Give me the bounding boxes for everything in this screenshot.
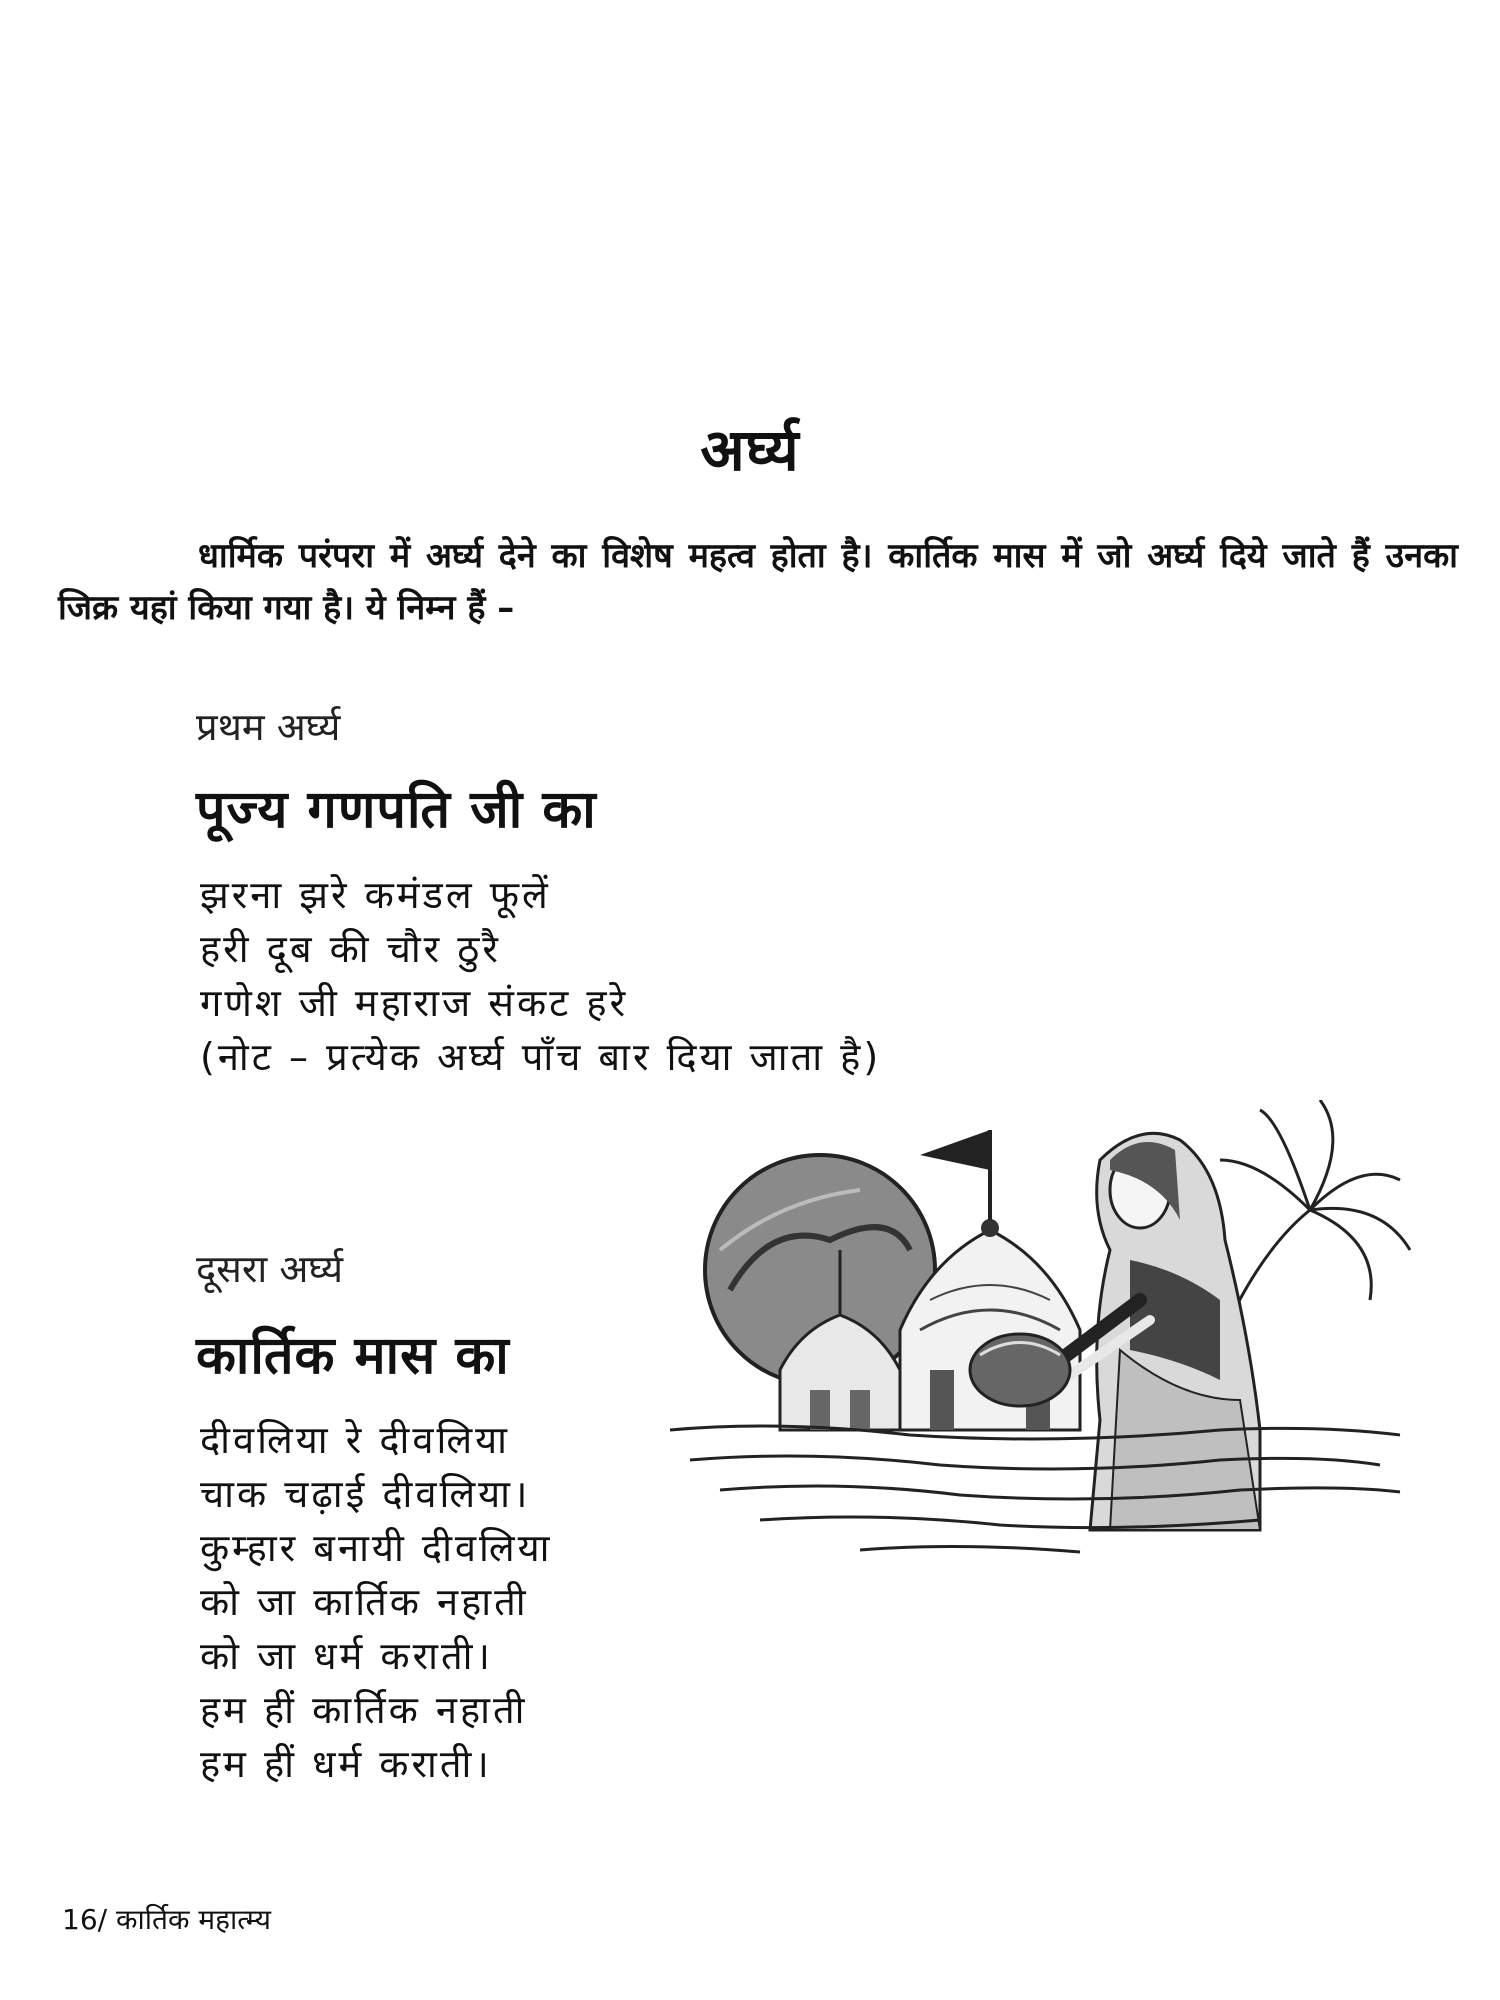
verse-note: (नोट – प्रत्येक अर्घ्य पाँच बार दिया जाता है): [200, 1035, 882, 1079]
page-footer: [62, 1900, 271, 1938]
verse-line: दीवलिया रे दीवलिया: [200, 1418, 510, 1462]
section-2-label: दूसरा अर्घ्य: [196, 1247, 344, 1291]
woman-offering-arghya-illustration: [660, 1100, 1420, 1570]
verse-line: चाक चढ़ाई दीवलिया।: [200, 1472, 531, 1516]
verse-line: को जा धर्म कराती।: [200, 1634, 493, 1678]
section-2-verse: [200, 1413, 553, 1791]
verse-line: हम हीं कार्तिक नहाती: [200, 1688, 528, 1732]
page-number: 16: [62, 1903, 98, 1936]
verse-line: गणेश जी महाराज संकट हरे: [200, 981, 629, 1025]
section-1-verse: [200, 868, 881, 1084]
verse-line: कुम्हार बनायी दीवलिया: [200, 1526, 553, 1570]
section-2-heading: कार्तिक मास का: [196, 1326, 510, 1386]
temple-flag: [920, 1130, 990, 1170]
verse-line: हम हीं धर्म कराती।: [200, 1742, 492, 1786]
verse-line: झरना झरे कमंडल फूलें: [200, 873, 551, 917]
verse-line: को जा कार्तिक नहाती: [200, 1580, 529, 1624]
intro-text: धार्मिक परंपरा में अर्घ्य देने का विशेष महत्व होता है। कार्तिक मास में जो अर्घ्य दिये जाते हैं उनका जिक्र यहां किया गया है। ये निम्न हैं –: [58, 536, 1458, 628]
book-title: कार्तिक महात्म्य: [115, 1903, 271, 1936]
woman-figure: [1060, 1133, 1260, 1530]
intro-paragraph: [58, 530, 1458, 634]
footer-separator: /: [97, 1903, 108, 1936]
verse-line: हरी दूब की चौर ठुरै: [200, 927, 501, 971]
section-1-heading: पूज्य गणपति जी का: [196, 780, 597, 840]
kalash-pot: [970, 1334, 1070, 1406]
palm-tree: [1220, 1100, 1410, 1340]
page-title: अर्घ्य: [700, 416, 800, 484]
water-ripples: [670, 1426, 1400, 1552]
section-1-label: प्रथम अर्घ्य: [196, 705, 341, 749]
